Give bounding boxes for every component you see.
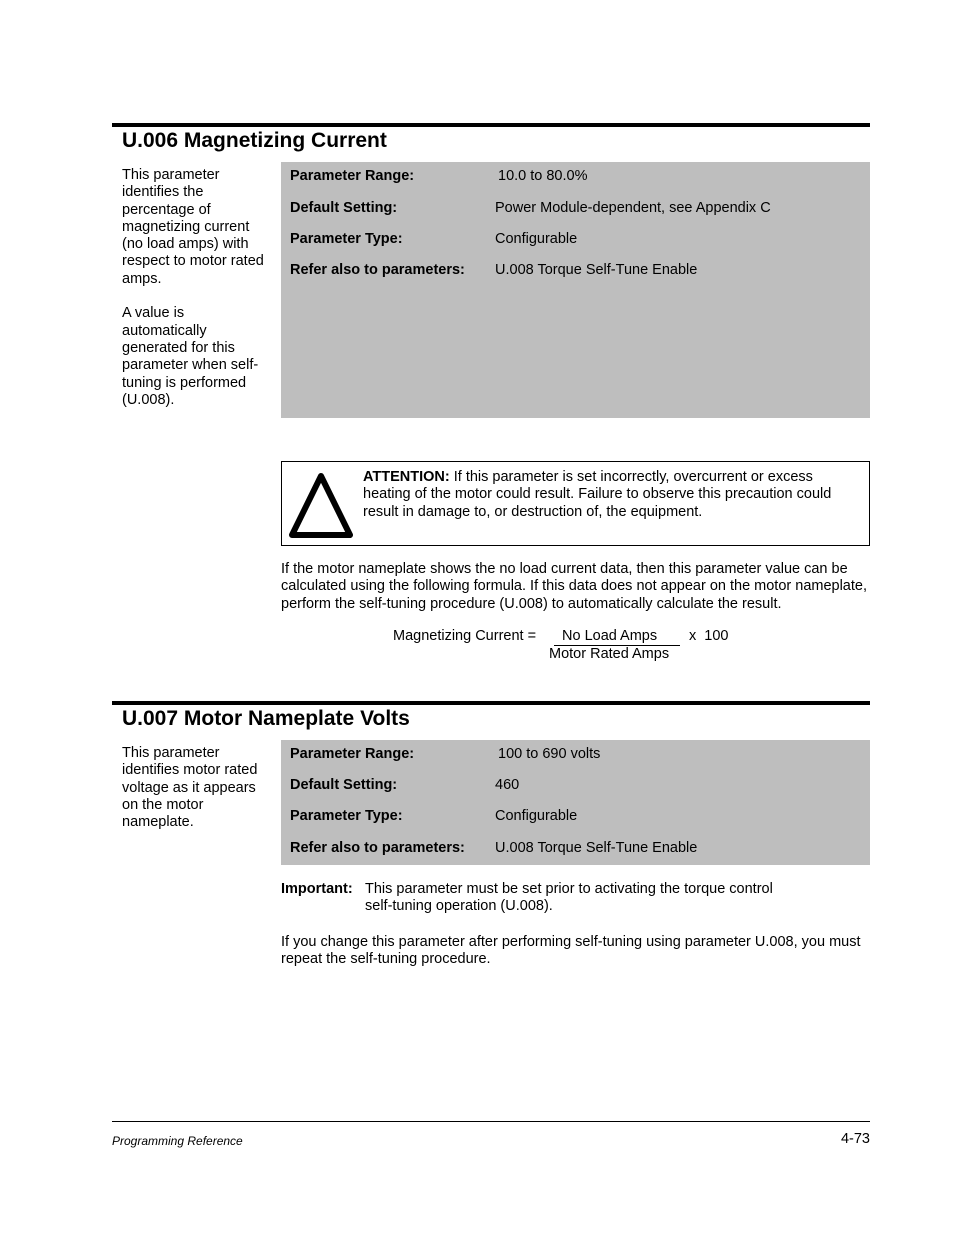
param-value: Configurable (495, 808, 578, 824)
formula-multiplier: x 100 (689, 628, 729, 644)
parameter-table-u007 (281, 740, 870, 865)
footer-title: Programming Reference (112, 1134, 243, 1148)
formula-numerator (554, 628, 680, 646)
footer-rule (112, 1121, 870, 1122)
param-value: 460 (495, 777, 520, 793)
param-value: U.008 Torque Self-Tune Enable (495, 840, 698, 856)
heading-u007: U.007 Motor Nameplate Volts (122, 707, 410, 730)
u006-formula-intro: If the motor nameplate shows the no load current data, then this parameter value can be calculated using the following formula. If this data does not appear on the motor nameplate, perform the self-tuning procedure (U.008) to automatically calculate the result. (281, 561, 867, 612)
description-u007: This parameter identifies motor rated voltage as it appears on the motor nameplate. (122, 745, 258, 831)
param-label: Refer also to parameters: (290, 840, 465, 856)
param-value: 10.0 to 80.0% (498, 168, 588, 184)
param-label: Parameter Type: (290, 231, 403, 247)
param-label: Parameter Type: (290, 808, 403, 824)
param-label: Default Setting: (290, 200, 398, 216)
important-label: Important: (281, 881, 353, 897)
description-u006-para2: A value is automatically generated for this parameter when self-tuning is performed (U.008). (122, 305, 259, 408)
attention-box (281, 461, 870, 546)
formula-lhs: Magnetizing Current = (393, 628, 537, 644)
param-label: Parameter Range: (290, 746, 415, 762)
param-value: Power Module-dependent, see Appendix C (495, 200, 771, 216)
heading-u006: U.006 Magnetizing Current (122, 129, 387, 152)
section-rule-u006 (112, 123, 870, 127)
description-u006-para1: This parameter identifies the percentage of magnetizing current (no load amps) with respect to motor rated amps. (122, 167, 264, 287)
attention-text (363, 469, 863, 521)
u007-repeat-note: If you change this parameter after performing self-tuning using parameter U.008, you must repeat the self-tuning procedure. (281, 934, 861, 968)
description-u006 (122, 167, 272, 409)
page-number: 4-73 (840, 1131, 870, 1147)
param-label: Default Setting: (290, 777, 398, 793)
important-line-1: This parameter must be set prior to activating the torque control (365, 881, 773, 897)
param-label: Parameter Range: (290, 168, 415, 184)
formula-denominator: Motor Rated Amps (549, 646, 670, 662)
attention-message: If this parameter is set incorrectly, overcurrent or excess heating of the motor could result. Failure to observe this precaution could result in damage to, or destruction of, the equipment. (363, 469, 832, 520)
important-line-2: self-tuning operation (U.008). (365, 898, 553, 914)
parameter-table-u006 (281, 162, 870, 418)
section-rule-u007 (112, 701, 870, 705)
param-value: U.008 Torque Self-Tune Enable (495, 262, 698, 278)
param-label: Refer also to parameters: (290, 262, 465, 278)
formula-numerator-text: No Load Amps (562, 628, 658, 644)
param-value: Configurable (495, 231, 578, 247)
attention-label: ATTENTION: (363, 469, 450, 485)
param-value: 100 to 690 volts (498, 746, 601, 762)
warning-triangle-icon (286, 469, 356, 539)
